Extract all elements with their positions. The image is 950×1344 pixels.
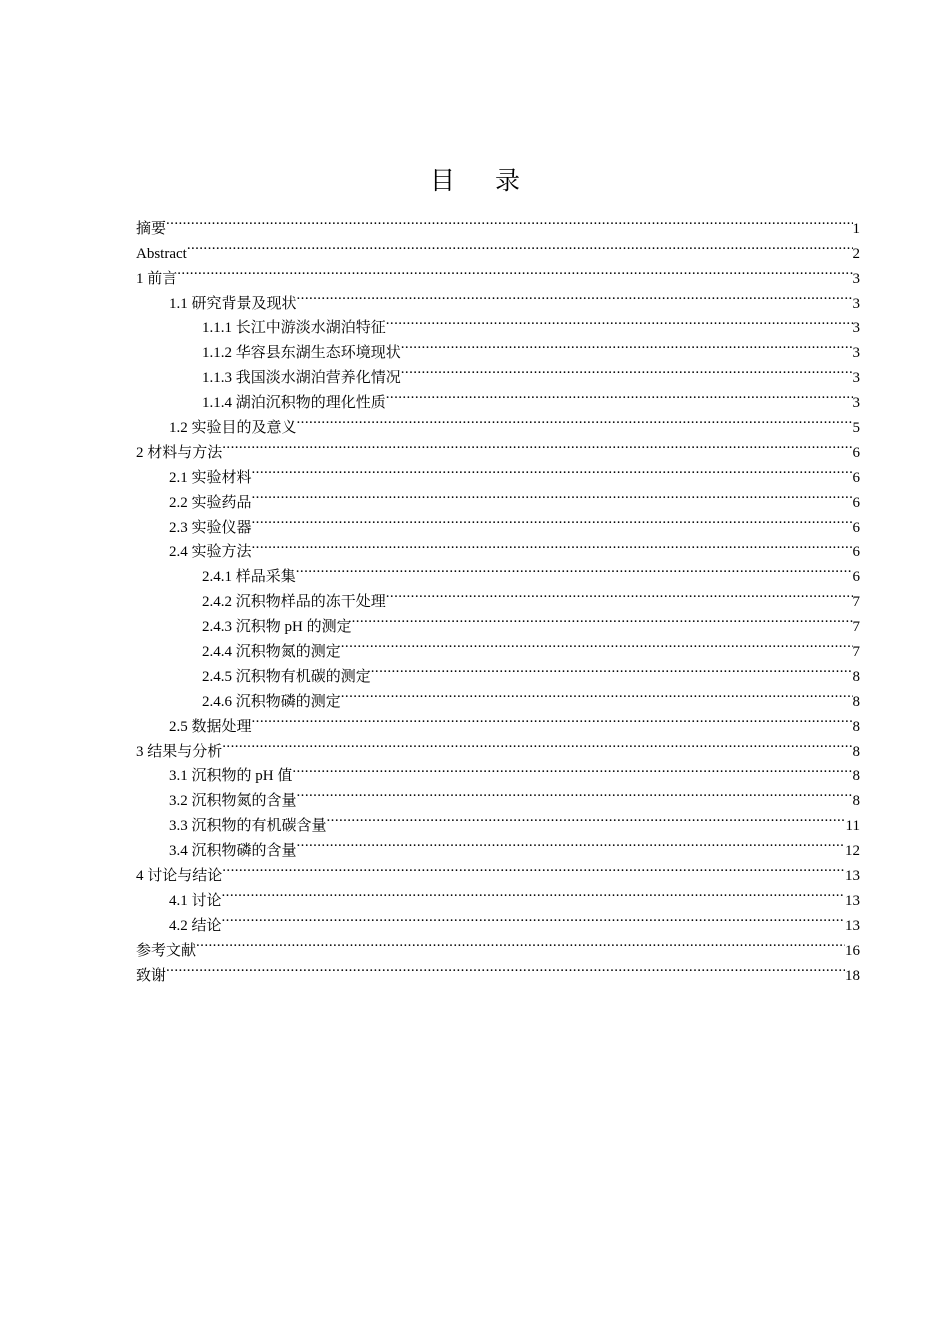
- toc-entry-page-number: 6: [852, 444, 860, 461]
- dot-leader: [177, 258, 852, 283]
- toc-entry-label: 2.4.3 沉积物 pH 的测定: [202, 619, 352, 636]
- dot-leader: [196, 930, 845, 955]
- toc-entry-label: 2 材料与方法: [136, 444, 223, 461]
- toc-entry-page-number: 3: [852, 295, 860, 312]
- dot-leader: [386, 581, 853, 606]
- toc-entry-page-number: 7: [852, 594, 860, 611]
- toc-entry-page-number: 8: [852, 693, 860, 710]
- toc-entry-page-number: 3: [852, 270, 860, 287]
- dot-leader: [252, 457, 853, 482]
- toc-entry-label: 2.4.1 样品采集: [202, 569, 296, 586]
- dot-leader: [292, 756, 852, 781]
- toc-entry-page-number: 6: [852, 569, 860, 586]
- toc-entry-label: 摘要: [136, 220, 167, 237]
- toc-entry-page-number: 18: [845, 967, 860, 984]
- toc-entry[interactable]: [136, 283, 860, 312]
- dot-leader: [401, 357, 853, 382]
- toc-entry-label: 1.1.2 华容县东湖生态环境现状: [202, 345, 401, 362]
- dot-leader: [341, 631, 853, 656]
- toc-entry-page-number: 3: [852, 320, 860, 337]
- toc-entry-page-number: 1: [852, 220, 860, 237]
- toc-entry-label: 4.1 讨论: [169, 892, 222, 909]
- toc-entry-label: 1.1.3 我国淡水湖泊营养化情况: [202, 370, 401, 387]
- toc-entry[interactable]: [136, 432, 860, 461]
- toc-entry-page-number: 8: [852, 743, 860, 760]
- toc-entry-label: Abstract: [136, 245, 187, 262]
- dot-leader: [296, 556, 853, 581]
- dot-leader: [297, 830, 845, 855]
- toc-entry[interactable]: [136, 258, 860, 287]
- toc-entry-label: 2.2 实验药品: [169, 494, 252, 511]
- toc-entry[interactable]: [136, 880, 860, 909]
- toc-entry-label: 3.3 沉积物的有机碳含量: [169, 818, 327, 835]
- toc-entry-page-number: 11: [845, 818, 860, 835]
- toc-entry[interactable]: [136, 457, 860, 486]
- dot-leader: [297, 283, 853, 308]
- toc-entry-page-number: 7: [852, 644, 860, 661]
- toc-entry-label: 1.2 实验目的及意义: [169, 420, 297, 437]
- toc-entry-label: 2.4.2 沉积物样品的冻干处理: [202, 594, 386, 611]
- toc-entry-label: 2.4.5 沉积物有机碳的测定: [202, 668, 371, 685]
- toc-entry[interactable]: [136, 855, 860, 885]
- toc-entry-label: 参考文献: [136, 942, 197, 959]
- dot-leader: [222, 905, 845, 930]
- toc-entry-page-number: 6: [852, 519, 860, 536]
- dot-leader: [187, 233, 853, 258]
- toc-entry[interactable]: [136, 905, 860, 934]
- toc-entry-label: 4.2 结论: [169, 917, 222, 934]
- toc-entry-page-number: 3: [852, 370, 860, 387]
- toc-entry-page-number: 7: [852, 619, 860, 636]
- dot-leader: [386, 382, 853, 407]
- toc-entry-page-number: 13: [845, 917, 860, 934]
- dot-leader: [222, 855, 845, 880]
- toc-entry-label: 2.4.4 沉积物氮的测定: [202, 644, 341, 661]
- toc-entry-label: 3.1 沉积物的 pH 值: [169, 768, 293, 785]
- toc-entry-page-number: 13: [845, 868, 860, 885]
- toc-entry[interactable]: [136, 731, 860, 760]
- toc-entry-page-number: 6: [852, 494, 860, 511]
- toc-entry-page-number: 3: [852, 395, 860, 412]
- toc-entry-label: 2.1 实验材料: [169, 469, 252, 486]
- toc-entry-page-number: 8: [852, 718, 860, 735]
- toc-entry-page-number: 6: [852, 469, 860, 486]
- toc-entry-label: 致谢: [136, 967, 167, 984]
- toc-entry-page-number: 8: [852, 668, 860, 685]
- toc-entry[interactable]: [136, 955, 860, 984]
- dot-leader: [222, 432, 852, 457]
- toc-entry-page-number: 3: [852, 345, 860, 362]
- dot-leader: [252, 507, 853, 532]
- toc-entry-label: 3 结果与分析: [136, 743, 223, 760]
- dot-leader: [252, 706, 853, 731]
- dot-leader: [166, 955, 845, 980]
- toc-entry[interactable]: [136, 233, 860, 262]
- toc-entry-page-number: 13: [845, 892, 860, 909]
- dot-leader: [327, 805, 846, 830]
- toc-entry-page-number: 8: [852, 793, 860, 810]
- toc-entry-label: 3.2 沉积物氮的含量: [169, 793, 297, 810]
- dot-leader: [297, 407, 853, 432]
- dot-leader: [222, 731, 852, 756]
- dot-leader: [297, 780, 853, 805]
- toc-entry-label: 2.4 实验方法: [169, 544, 252, 561]
- dot-leader: [222, 880, 845, 905]
- toc-title: 目录: [429, 168, 560, 195]
- toc-entry-label: 2.5 数据处理: [169, 718, 252, 735]
- toc-entry-label: 1 前言: [136, 270, 178, 287]
- dot-leader: [371, 656, 853, 681]
- toc-entry-page-number: 5: [852, 420, 860, 437]
- toc-entry-label: 4 讨论与结论: [136, 868, 223, 885]
- toc-entry-page-number: 16: [845, 942, 860, 959]
- dot-leader: [341, 681, 853, 706]
- toc-entry[interactable]: [136, 930, 860, 959]
- toc-entry[interactable]: [136, 756, 860, 785]
- toc-entry-page-number: 12: [845, 843, 860, 860]
- table-of-contents: [136, 208, 860, 984]
- dot-leader: [252, 482, 853, 507]
- toc-entry-label: 1.1.4 湖泊沉积物的理化性质: [202, 395, 386, 412]
- toc-entry-label: 1.1.1 长江中游淡水湖泊特征: [202, 320, 386, 337]
- toc-entry-page-number: 2: [852, 245, 860, 262]
- toc-entry-label: 2.4.6 沉积物磷的测定: [202, 693, 341, 710]
- toc-entry[interactable]: [136, 208, 860, 237]
- toc-entry-label: 3.4 沉积物磷的含量: [169, 843, 297, 860]
- dot-leader: [166, 208, 852, 233]
- toc-entry-page-number: 6: [852, 544, 860, 561]
- toc-entry-page-number: 8: [852, 768, 860, 785]
- dot-leader: [352, 606, 853, 631]
- toc-entry-label: 1.1 研究背景及现状: [169, 295, 297, 312]
- dot-leader: [401, 332, 853, 357]
- toc-entry-label: 2.3 实验仪器: [169, 519, 252, 536]
- dot-leader: [386, 308, 853, 333]
- dot-leader: [252, 532, 853, 557]
